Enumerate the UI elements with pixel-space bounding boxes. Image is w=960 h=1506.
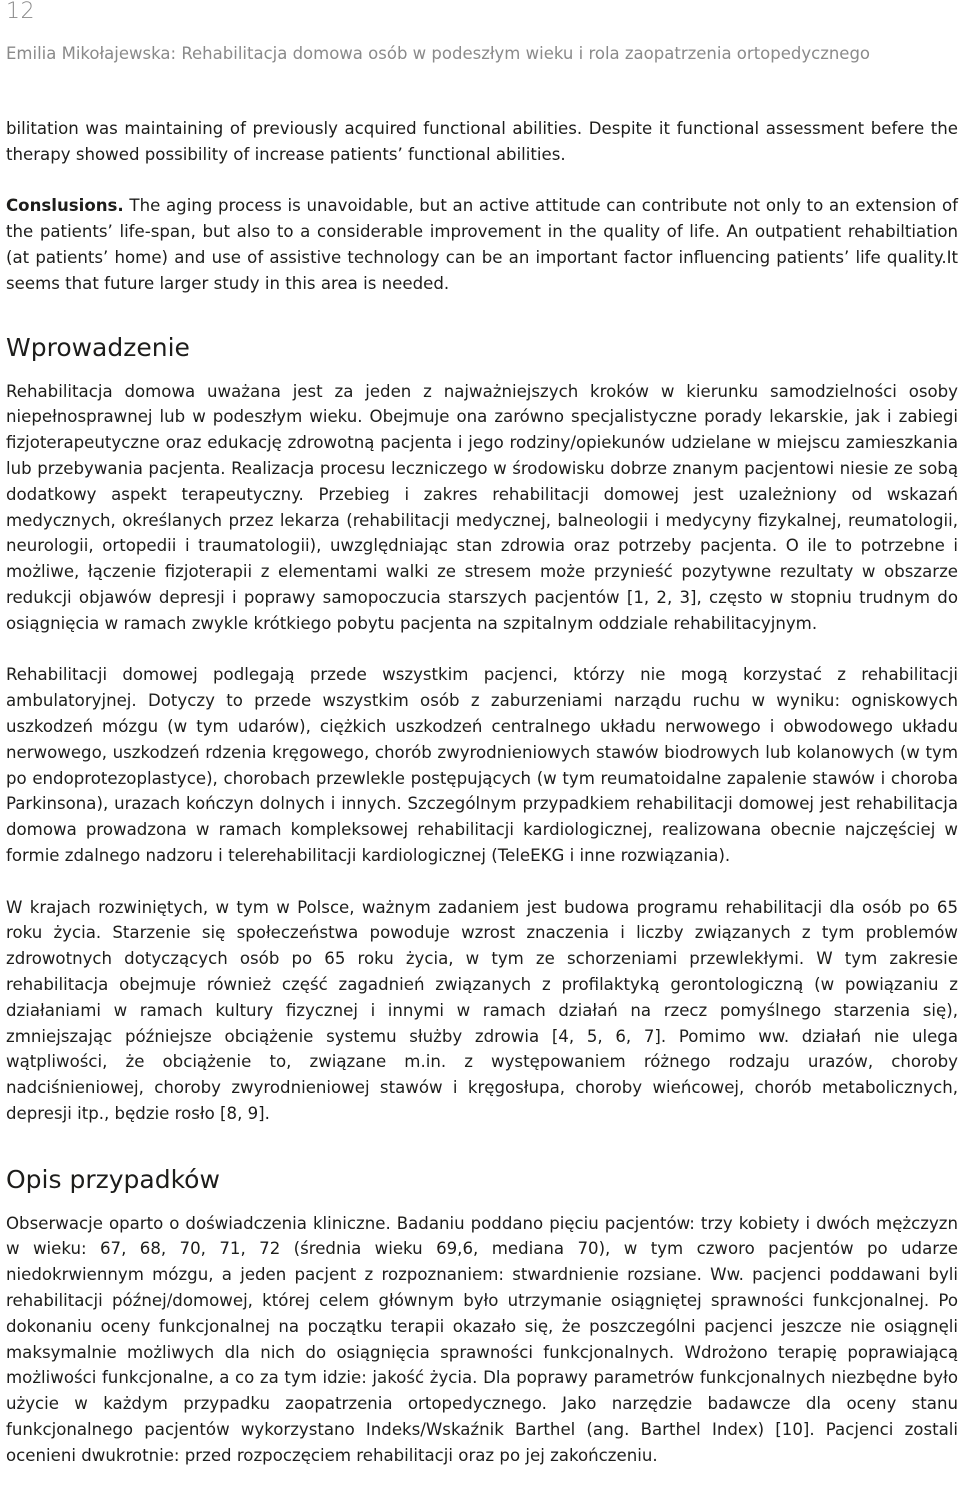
body-paragraph: Rehabilitacja domowa uważana jest za jeden z najważniejszych kroków w kierunku samodzielności osoby niepełnosprawnej lub w podeszłym wieku. Obejmuje ona zarówno specjalistyczne porady lekarskie, jak i zabiegi fizjoterapeutyczne oraz edukację zdrowotną pacjenta i jego rodziny/opiekunów udzielane w miejscu zamieszkania lub przebywania pacjenta. Realizacja procesu leczniczego w środowisku dobrze znanym pacjentowi niesie ze sobą dodatkowy aspekt terapeutyczny. Przebieg i zakres rehabilitacji domowej jest uzależniony od wskazań medycznych, określanych przez lekarza (rehabilitacji medycznej, balneologii i medycyny fizykalnej, reumatologii, neurologii, ortopedii i traumatologii), uwzględniając stan zdrowia oraz potrzeby pacjenta. O ile to potrzebne i możliwe, łączenie fizjoterapii z elementami walki ze stresem może przynieść pozytywne rezultaty w obszarze redukcji objawów depresji i poprawy samopoczucia starszych pacjentów [1, 2, 3], często w stopniu trudnym do osiągnięcia w ramach zwykle krótkiego pobytu pacjenta na szpitalnym oddziale rehabilitacyjnym. bbox=[6, 381, 958, 633]
body-paragraph: W krajach rozwiniętych, w tym w Polsce, ważnym zadaniem jest budowa programu rehabilitacji dla osób po 65 roku życia. Starzenie się społeczeństwa powoduje wzrost znaczenia i liczby związanych z tym problemów zdrowotnych dotyczących osób po 65 roku życia, w tym ze schorzeniami przewlekłymi. W tym zakresie rehabilitacja obejmuje również część zagadnień związanych z profilaktyką gerontologiczną (w powiązaniu z działaniami w ramach kultury fizycznej i innymi w ramach działań na rzecz pomyślnego starzenia się), zmniejszając późniejsze obciążenie systemu służby zdrowia [4, 5, 6, 7]. Pomimo ww. działań nie ulega wątpliwości, że obciążenie to, związane m.in. z występowaniem różnego rodzaju urazów, choroby nadciśnieniowej, choroby zwyrodnieniowej stawów i kręgosłupa, choroby wieńcowej, chorób metabolicznych, depresji itp., będzie rosło [8, 9]. bbox=[6, 897, 958, 1123]
body-paragraph: Rehabilitacji domowej podlegają przede wszystkim pacjenci, którzy nie mogą korzystać z rehabilitacji ambulatoryjnej. Dotyczy to przede wszystkim osób z zaburzeniami narządu ruchu w wyniku: ogniskowych uszkodzeń mózgu (w tym udarów), ciężkich uszkodzeń centralnego układu nerwowego i obwodowego układu nerwowego, uszkodzeń rdzenia kręgowego, chorób zwyrodnieniowych stawów biodrowych lub kolanowych (w tym po endoprotezoplastyce), chorobach przewlekle postępujących (w tym reumatoidalne zapalenie stawów i choroba Parkinsona), urazach kończyn dolnych i innych. Szczególnym przypadkiem rehabilitacji domowej jest rehabilitacja domowa prowadzona w ramach kompleksowej rehabilitacji kardiologicznej, realizowana obecnie najczęściej w formie zdalnego nadzoru i telerehabilitacji kardiologicznej (TeleEKG i inne rozwiązania). bbox=[6, 665, 958, 865]
section-heading-wprowadzenie: Wprowadzenie bbox=[6, 332, 190, 362]
section-heading-opis-przypadkow: Opis przypadków bbox=[6, 1164, 220, 1194]
running-header bbox=[6, 44, 870, 63]
abstract-conclusions bbox=[6, 193, 958, 296]
running-header-author: Emilia Mikołajewska: bbox=[6, 44, 177, 63]
conclusions-label: Conslusions. bbox=[6, 196, 124, 216]
running-header-title: Rehabilitacja domowa osób w podeszłym wieku i rola zaopatrzenia ortopedycznego bbox=[181, 44, 871, 63]
abstract-continuation: bilitation was maintaining of previously acquired functional abilities. Despite it functional assessment befere the therapy showed possibility of increase patients’ functional abilities. bbox=[6, 119, 958, 164]
article-body bbox=[6, 116, 958, 1469]
conclusions-text: The aging process is unavoidable, but an active attitude can contribute not only to an extension of the patients’ life-span, but also to a considerable improvement in the quality of life. An outpatient rehabiltiation (at patients’ home) and use of assistive technology can be an important factor influencing patients’ life quality.It seems that future larger study in this area is needed. bbox=[6, 196, 958, 293]
body-paragraph: Obserwacje oparto o doświadczenia kliniczne. Badaniu poddano pięciu pacjentów: trzy kobiety i dwóch mężczyzn w wieku: 67, 68, 70, 71, 72 (średnia wieku 69,6, mediana 70), w tym czworo pacjentów po udarze niedokrwiennym mózgu, a jeden pacjent z rozpoznaniem: stwardnienie rozsiane. Ww. pacjenci poddawani byli rehabilitacji późnej/domowej, której celem głównym było utrzymanie osiągniętej sprawności funkcjonalnej. Po dokonaniu oceny funkcjonalnej na początku terapii okazało się, że poszczególni pacjenci jeszcze nie osiągnęli maksymalnie możliwych dla nich do osiągnięcia sprawności funkcjonalnych. Wdrożono terapię poprawiającą możliwości funkcjonalne, a co za tym idzie: jakość życia. Dla poprawy parametrów funkcjonalnych niezbędne było użycie w każdym przypadku zaopatrzenia ortopedycznego. Jako narzędzie badawcze dla oceny stanu funkcjonalnego pacjentów wykorzystano Indeks/Wskaźnik Barthel (ang. Barthel Index) [10]. Pacjenci zostali ocenieni dwukrotnie: przed rozpoczęciem rehabilitacji oraz po jej zakończeniu. bbox=[6, 1213, 958, 1465]
page-number: 12 bbox=[6, 0, 35, 24]
